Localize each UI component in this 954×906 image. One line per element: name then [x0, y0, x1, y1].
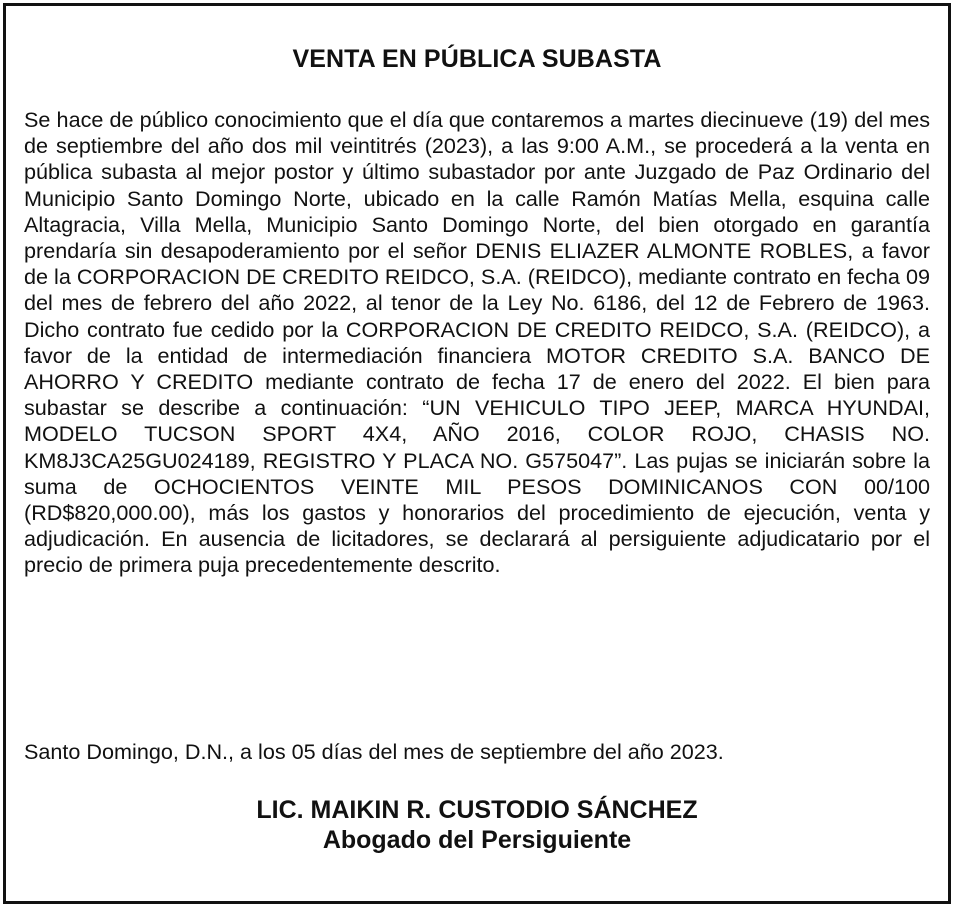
- notice-title: VENTA EN PÚBLICA SUBASTA: [292, 45, 662, 73]
- notice-date-line: Santo Domingo, D.N., a los 05 días del mes de septiembre del año 2023.: [24, 739, 724, 764]
- legal-notice: [3, 3, 951, 904]
- signatory-name: LIC. MAIKIN R. CUSTODIO SÁNCHEZ: [256, 796, 698, 824]
- signatory-role: Abogado del Persiguiente: [322, 826, 632, 854]
- signature-block: [6, 795, 948, 855]
- notice-body: Se hace de público conocimiento que el día que contaremos a martes diecinueve (19) del mes de septiembre del año dos mil veintitrés (2023), a las 9:00 A.M., se procederá a la venta en pública subasta al mejor postor y último subastador por ante Juzgado de Paz Ordinario del Municipio Santo Domingo Norte, ubicado en la calle Ramón Matías Mella, esquina calle Altagracia, Villa Mella, Municipio Santo Domingo Norte, del bien otorgado en garantía prendaría sin desapoderamiento por el señor DENIS ELIAZER ALMONTE ROBLES, a favor de la CORPORACION DE CREDITO REIDCO, S.A. (REIDCO), mediante contrato en fecha 09 del mes de febrero del año 2022, al tenor de la Ley No. 6186, del 12 de Febrero de 1963. Dicho contrato fue cedido por la CORPORACION DE CREDITO REIDCO, S.A. (REIDCO), a favor de la entidad de intermediación financiera MOTOR CREDITO S.A. BANCO DE AHORRO Y CREDITO mediante contrato de fecha 17 de enero del 2022. El bien para subastar se describe a continuación: “UN VEHICULO TIPO JEEP, MARCA HYUNDAI, MODELO TUCSON SPORT 4X4, AÑO 2016, COLOR ROJO, CHASIS NO. KM8J3CA25GU024189, REGISTRO Y PLACA NO. G575047”. Las pujas se iniciarán sobre la suma de OCHOCIENTOS VEINTE MIL PESOS DOMINICANOS CON 00/100 (RD$820,000.00), más los gastos y honorarios del procedimiento de ejecución, venta y adjudicación. En ausencia de licitadores, se declarará al persiguiente adjudicatario por el precio de primera puja precedentemente descrito.: [24, 107, 930, 578]
